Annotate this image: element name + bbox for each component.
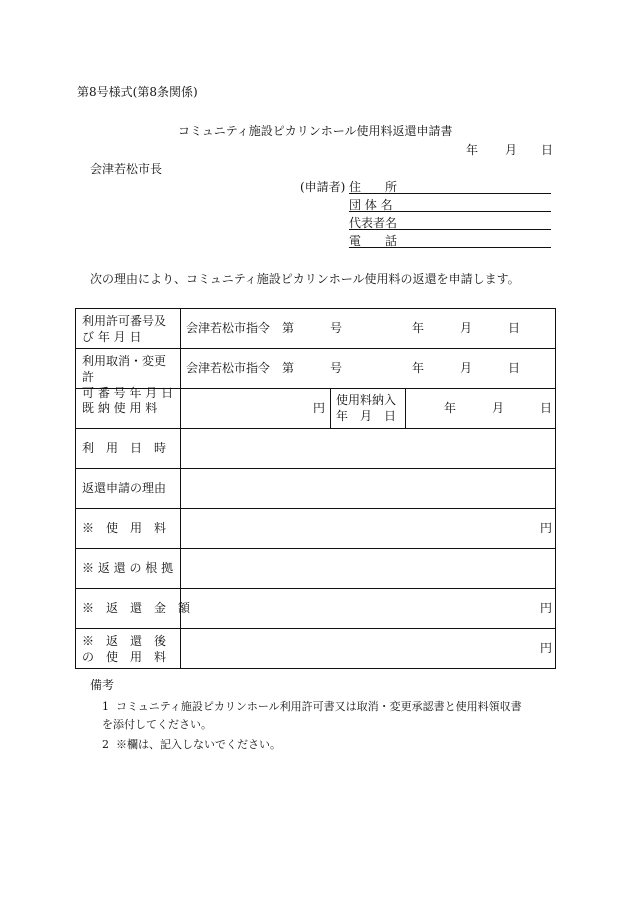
note-2-text: ※欄は、記入しないでください。 bbox=[116, 738, 281, 751]
row-payment-year: 年 bbox=[444, 401, 457, 415]
applicant-representative-label: 代表者名 bbox=[349, 216, 398, 230]
applicant-address-label: 住 所 bbox=[349, 180, 398, 194]
notes-heading: 備考 bbox=[90, 678, 115, 692]
row-cancel-month: 月 bbox=[460, 361, 473, 375]
row-permit-num: 号 bbox=[330, 321, 343, 335]
row-refund-basis-label: ※ 返 還 の 根 拠 bbox=[82, 561, 174, 575]
row-cancel-year: 年 bbox=[412, 361, 425, 375]
date-year: 年 bbox=[466, 143, 479, 157]
table-row-divider bbox=[75, 628, 556, 629]
table-subcell-divider bbox=[330, 388, 331, 428]
row-permit-year: 年 bbox=[412, 321, 425, 335]
row-refund-amount-unit: 円 bbox=[540, 601, 553, 615]
addressee: 会津若松市長 bbox=[90, 162, 163, 176]
table-row-divider bbox=[75, 508, 556, 509]
form-number: 第8号様式(第8条関係) bbox=[77, 85, 198, 99]
statement: 次の理由により、コミュニティ施設ピカリンホール使用料の返還を申請します。 bbox=[90, 272, 520, 286]
applicant-phone-label: 電 話 bbox=[349, 234, 398, 248]
document-title: コミュニティ施設ピカリンホール使用料返還申請書 bbox=[178, 124, 453, 138]
row-usage-fee-unit: 円 bbox=[540, 521, 553, 535]
row-cancel-prefix: 会津若松市指令 第 bbox=[186, 361, 295, 375]
table-subcell-divider bbox=[405, 388, 406, 428]
row-permit-month: 月 bbox=[460, 321, 473, 335]
row-cancel-number-label: 利用取消・変更許 可 番 号 年 月 日 bbox=[82, 354, 174, 400]
row-refund-reason-label: 返還申請の理由 bbox=[82, 481, 167, 495]
applicant-label: (申請者) bbox=[300, 180, 346, 194]
table-row-divider bbox=[75, 348, 556, 349]
row-cancel-day: 日 bbox=[508, 361, 521, 375]
row-usage-datetime-label: 利 用 日 時 bbox=[82, 441, 167, 455]
date-day: 日 bbox=[541, 143, 554, 157]
note-1-text: コミュニティ施設ピカリンホール利用許可書又は取消・変更承認書と使用料領収書 bbox=[116, 700, 522, 713]
date-month: 月 bbox=[505, 143, 518, 157]
applicant-phone-line bbox=[349, 247, 551, 248]
note-1-number: 1 bbox=[102, 700, 109, 713]
row-refund-amount-label: ※ 返 還 金 額 bbox=[82, 601, 191, 615]
table-row-divider bbox=[75, 548, 556, 549]
row-post-refund-fee-label: ※ 返 還 後 の 使 用 料 bbox=[82, 634, 167, 664]
applicant-group-label: 団 体 名 bbox=[349, 198, 393, 212]
table-row-divider bbox=[75, 588, 556, 589]
row-payment-month: 月 bbox=[492, 401, 505, 415]
row-permit-number-label: 利用許可番号及 び 年 月 日 bbox=[82, 314, 167, 344]
table-row-divider bbox=[75, 468, 556, 469]
row-permit-prefix: 会津若松市指令 第 bbox=[186, 321, 295, 335]
row-cancel-num: 号 bbox=[330, 361, 343, 375]
row-paid-fee-label: 既 納 使 用 料 bbox=[82, 401, 158, 415]
applicant-address-line bbox=[349, 193, 551, 194]
row-post-refund-fee-unit: 円 bbox=[540, 641, 553, 655]
row-payment-day: 日 bbox=[540, 401, 553, 415]
row-usage-fee-label: ※ 使 用 料 bbox=[82, 521, 167, 535]
row-permit-day: 日 bbox=[508, 321, 521, 335]
table-row-divider bbox=[75, 428, 556, 429]
row-paid-fee-unit: 円 bbox=[313, 401, 326, 415]
note-2-number: 2 bbox=[102, 738, 109, 751]
applicant-group-line bbox=[349, 211, 551, 212]
row-payment-date-label: 使用料納入 年 月 日 bbox=[336, 393, 397, 423]
applicant-representative-line bbox=[349, 229, 551, 230]
note-1-text-cont: を添付してください。 bbox=[102, 718, 212, 731]
